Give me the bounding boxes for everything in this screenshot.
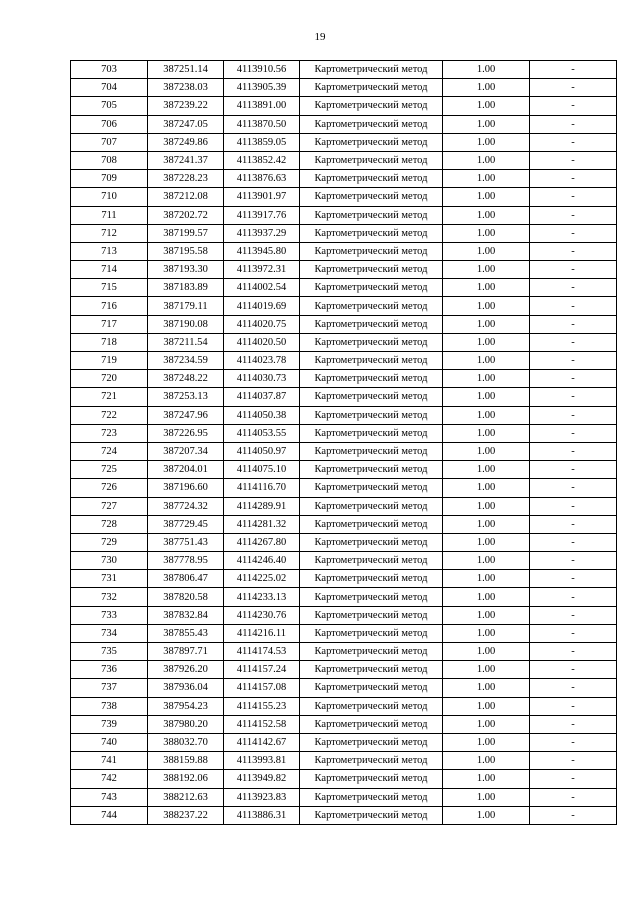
x-coordinate-cell: 387936.04 <box>148 679 224 697</box>
note-cell: - <box>530 151 617 169</box>
table-row <box>71 188 617 206</box>
y-coordinate-cell: 4114246.40 <box>224 552 300 570</box>
accuracy-cell: 1.00 <box>443 424 530 442</box>
table-row <box>71 533 617 551</box>
x-coordinate-cell: 387897.71 <box>148 643 224 661</box>
table-row <box>71 261 617 279</box>
x-coordinate-cell: 387190.08 <box>148 315 224 333</box>
table-row <box>71 206 617 224</box>
method-cell: Картометрический метод <box>300 352 443 370</box>
point-number-cell: 707 <box>71 133 148 151</box>
note-cell: - <box>530 515 617 533</box>
point-number-cell: 742 <box>71 770 148 788</box>
y-coordinate-cell: 4114050.38 <box>224 406 300 424</box>
y-coordinate-cell: 4114030.73 <box>224 370 300 388</box>
note-cell: - <box>530 206 617 224</box>
method-cell: Картометрический метод <box>300 606 443 624</box>
point-number-cell: 713 <box>71 242 148 260</box>
x-coordinate-cell: 388159.88 <box>148 752 224 770</box>
x-coordinate-cell: 387248.22 <box>148 370 224 388</box>
accuracy-cell: 1.00 <box>443 515 530 533</box>
accuracy-cell: 1.00 <box>443 570 530 588</box>
point-number-cell: 720 <box>71 370 148 388</box>
y-coordinate-cell: 4114053.55 <box>224 424 300 442</box>
x-coordinate-cell: 387212.08 <box>148 188 224 206</box>
y-coordinate-cell: 4114142.67 <box>224 733 300 751</box>
method-cell: Картометрический метод <box>300 97 443 115</box>
x-coordinate-cell: 387195.58 <box>148 242 224 260</box>
point-number-cell: 715 <box>71 279 148 297</box>
note-cell: - <box>530 424 617 442</box>
table-row <box>71 552 617 570</box>
method-cell: Картометрический метод <box>300 206 443 224</box>
note-cell: - <box>530 170 617 188</box>
point-number-cell: 729 <box>71 533 148 551</box>
note-cell: - <box>530 333 617 351</box>
point-number-cell: 725 <box>71 461 148 479</box>
note-cell: - <box>530 643 617 661</box>
accuracy-cell: 1.00 <box>443 588 530 606</box>
accuracy-cell: 1.00 <box>443 461 530 479</box>
table-row <box>71 279 617 297</box>
accuracy-cell: 1.00 <box>443 370 530 388</box>
accuracy-cell: 1.00 <box>443 733 530 751</box>
table-row <box>71 679 617 697</box>
x-coordinate-cell: 387199.57 <box>148 224 224 242</box>
note-cell: - <box>530 61 617 79</box>
note-cell: - <box>530 606 617 624</box>
point-number-cell: 735 <box>71 643 148 661</box>
x-coordinate-cell: 388237.22 <box>148 806 224 824</box>
method-cell: Картометрический метод <box>300 224 443 242</box>
method-cell: Картометрический метод <box>300 770 443 788</box>
y-coordinate-cell: 4114267.80 <box>224 533 300 551</box>
coordinates-table <box>70 60 617 825</box>
x-coordinate-cell: 387207.34 <box>148 442 224 460</box>
x-coordinate-cell: 387239.22 <box>148 97 224 115</box>
accuracy-cell: 1.00 <box>443 533 530 551</box>
note-cell: - <box>530 315 617 333</box>
accuracy-cell: 1.00 <box>443 788 530 806</box>
point-number-cell: 730 <box>71 552 148 570</box>
method-cell: Картометрический метод <box>300 715 443 733</box>
method-cell: Картометрический метод <box>300 570 443 588</box>
note-cell: - <box>530 679 617 697</box>
method-cell: Картометрический метод <box>300 370 443 388</box>
accuracy-cell: 1.00 <box>443 352 530 370</box>
y-coordinate-cell: 4113852.42 <box>224 151 300 169</box>
table-row <box>71 352 617 370</box>
y-coordinate-cell: 4113870.50 <box>224 115 300 133</box>
point-number-cell: 721 <box>71 388 148 406</box>
y-coordinate-cell: 4114216.11 <box>224 624 300 642</box>
table-row <box>71 570 617 588</box>
note-cell: - <box>530 770 617 788</box>
x-coordinate-cell: 387729.45 <box>148 515 224 533</box>
method-cell: Картометрический метод <box>300 297 443 315</box>
table-row <box>71 97 617 115</box>
note-cell: - <box>530 697 617 715</box>
table-row <box>71 624 617 642</box>
point-number-cell: 732 <box>71 588 148 606</box>
method-cell: Картометрический метод <box>300 806 443 824</box>
x-coordinate-cell: 387778.95 <box>148 552 224 570</box>
accuracy-cell: 1.00 <box>443 224 530 242</box>
accuracy-cell: 1.00 <box>443 151 530 169</box>
method-cell: Картометрический метод <box>300 752 443 770</box>
accuracy-cell: 1.00 <box>443 315 530 333</box>
table-row <box>71 661 617 679</box>
point-number-cell: 733 <box>71 606 148 624</box>
table-row <box>71 697 617 715</box>
table-row <box>71 406 617 424</box>
table-row <box>71 588 617 606</box>
note-cell: - <box>530 261 617 279</box>
table-row <box>71 61 617 79</box>
point-number-cell: 719 <box>71 352 148 370</box>
y-coordinate-cell: 4113901.97 <box>224 188 300 206</box>
point-number-cell: 731 <box>71 570 148 588</box>
point-number-cell: 737 <box>71 679 148 697</box>
method-cell: Картометрический метод <box>300 188 443 206</box>
table-row <box>71 715 617 733</box>
x-coordinate-cell: 387855.43 <box>148 624 224 642</box>
x-coordinate-cell: 387926.20 <box>148 661 224 679</box>
point-number-cell: 738 <box>71 697 148 715</box>
table-row <box>71 115 617 133</box>
note-cell: - <box>530 806 617 824</box>
y-coordinate-cell: 4114020.50 <box>224 333 300 351</box>
method-cell: Картометрический метод <box>300 170 443 188</box>
note-cell: - <box>530 79 617 97</box>
table-row <box>71 224 617 242</box>
point-number-cell: 711 <box>71 206 148 224</box>
y-coordinate-cell: 4114225.02 <box>224 570 300 588</box>
accuracy-cell: 1.00 <box>443 643 530 661</box>
note-cell: - <box>530 115 617 133</box>
table-row <box>71 79 617 97</box>
point-number-cell: 728 <box>71 515 148 533</box>
method-cell: Картометрический метод <box>300 151 443 169</box>
method-cell: Картометрический метод <box>300 388 443 406</box>
y-coordinate-cell: 4114002.54 <box>224 279 300 297</box>
accuracy-cell: 1.00 <box>443 79 530 97</box>
y-coordinate-cell: 4114116.70 <box>224 479 300 497</box>
table-row <box>71 370 617 388</box>
note-cell: - <box>530 388 617 406</box>
y-coordinate-cell: 4114157.08 <box>224 679 300 697</box>
method-cell: Картометрический метод <box>300 624 443 642</box>
table-row <box>71 424 617 442</box>
accuracy-cell: 1.00 <box>443 206 530 224</box>
y-coordinate-cell: 4114037.87 <box>224 388 300 406</box>
method-cell: Картометрический метод <box>300 261 443 279</box>
point-number-cell: 722 <box>71 406 148 424</box>
point-number-cell: 706 <box>71 115 148 133</box>
table-row <box>71 606 617 624</box>
accuracy-cell: 1.00 <box>443 715 530 733</box>
x-coordinate-cell: 387226.95 <box>148 424 224 442</box>
point-number-cell: 705 <box>71 97 148 115</box>
method-cell: Картометрический метод <box>300 442 443 460</box>
y-coordinate-cell: 4114289.91 <box>224 497 300 515</box>
method-cell: Картометрический метод <box>300 115 443 133</box>
page-number: 19 <box>314 31 326 43</box>
point-number-cell: 717 <box>71 315 148 333</box>
x-coordinate-cell: 387179.11 <box>148 297 224 315</box>
point-number-cell: 741 <box>71 752 148 770</box>
x-coordinate-cell: 387806.47 <box>148 570 224 588</box>
table-row <box>71 315 617 333</box>
table-row <box>71 788 617 806</box>
table-row <box>71 733 617 751</box>
method-cell: Картометрический метод <box>300 788 443 806</box>
accuracy-cell: 1.00 <box>443 261 530 279</box>
table-row <box>71 479 617 497</box>
table-row <box>71 806 617 824</box>
note-cell: - <box>530 533 617 551</box>
point-number-cell: 740 <box>71 733 148 751</box>
point-number-cell: 744 <box>71 806 148 824</box>
point-number-cell: 718 <box>71 333 148 351</box>
y-coordinate-cell: 4113917.76 <box>224 206 300 224</box>
method-cell: Картометрический метод <box>300 315 443 333</box>
note-cell: - <box>530 588 617 606</box>
accuracy-cell: 1.00 <box>443 624 530 642</box>
method-cell: Картометрический метод <box>300 661 443 679</box>
table-row <box>71 442 617 460</box>
table-row <box>71 133 617 151</box>
x-coordinate-cell: 387204.01 <box>148 461 224 479</box>
y-coordinate-cell: 4113910.56 <box>224 61 300 79</box>
y-coordinate-cell: 4113923.83 <box>224 788 300 806</box>
y-coordinate-cell: 4114075.10 <box>224 461 300 479</box>
accuracy-cell: 1.00 <box>443 497 530 515</box>
note-cell: - <box>530 461 617 479</box>
point-number-cell: 716 <box>71 297 148 315</box>
x-coordinate-cell: 387724.32 <box>148 497 224 515</box>
note-cell: - <box>530 788 617 806</box>
y-coordinate-cell: 4113905.39 <box>224 79 300 97</box>
x-coordinate-cell: 387954.23 <box>148 697 224 715</box>
accuracy-cell: 1.00 <box>443 97 530 115</box>
point-number-cell: 709 <box>71 170 148 188</box>
accuracy-cell: 1.00 <box>443 242 530 260</box>
x-coordinate-cell: 388032.70 <box>148 733 224 751</box>
y-coordinate-cell: 4113972.31 <box>224 261 300 279</box>
point-number-cell: 712 <box>71 224 148 242</box>
method-cell: Картометрический метод <box>300 552 443 570</box>
table-row <box>71 333 617 351</box>
accuracy-cell: 1.00 <box>443 170 530 188</box>
x-coordinate-cell: 387183.89 <box>148 279 224 297</box>
point-number-cell: 739 <box>71 715 148 733</box>
y-coordinate-cell: 4114281.32 <box>224 515 300 533</box>
accuracy-cell: 1.00 <box>443 552 530 570</box>
x-coordinate-cell: 387234.59 <box>148 352 224 370</box>
note-cell: - <box>530 352 617 370</box>
point-number-cell: 727 <box>71 497 148 515</box>
x-coordinate-cell: 387751.43 <box>148 533 224 551</box>
note-cell: - <box>530 188 617 206</box>
note-cell: - <box>530 552 617 570</box>
table-row <box>71 170 617 188</box>
point-number-cell: 726 <box>71 479 148 497</box>
method-cell: Картометрический метод <box>300 61 443 79</box>
point-number-cell: 743 <box>71 788 148 806</box>
point-number-cell: 724 <box>71 442 148 460</box>
note-cell: - <box>530 479 617 497</box>
x-coordinate-cell: 387980.20 <box>148 715 224 733</box>
point-number-cell: 708 <box>71 151 148 169</box>
note-cell: - <box>530 752 617 770</box>
x-coordinate-cell: 387241.37 <box>148 151 224 169</box>
accuracy-cell: 1.00 <box>443 297 530 315</box>
coordinates-table-body <box>71 61 617 825</box>
note-cell: - <box>530 715 617 733</box>
x-coordinate-cell: 387249.86 <box>148 133 224 151</box>
method-cell: Картометрический метод <box>300 588 443 606</box>
y-coordinate-cell: 4114155.23 <box>224 697 300 715</box>
y-coordinate-cell: 4114023.78 <box>224 352 300 370</box>
table-row <box>71 388 617 406</box>
x-coordinate-cell: 387832.84 <box>148 606 224 624</box>
method-cell: Картометрический метод <box>300 79 443 97</box>
y-coordinate-cell: 4114230.76 <box>224 606 300 624</box>
accuracy-cell: 1.00 <box>443 479 530 497</box>
point-number-cell: 703 <box>71 61 148 79</box>
x-coordinate-cell: 387251.14 <box>148 61 224 79</box>
table-row <box>71 752 617 770</box>
accuracy-cell: 1.00 <box>443 679 530 697</box>
note-cell: - <box>530 224 617 242</box>
method-cell: Картометрический метод <box>300 424 443 442</box>
note-cell: - <box>530 297 617 315</box>
table-row <box>71 461 617 479</box>
method-cell: Картометрический метод <box>300 333 443 351</box>
note-cell: - <box>530 406 617 424</box>
method-cell: Картометрический метод <box>300 406 443 424</box>
accuracy-cell: 1.00 <box>443 661 530 679</box>
y-coordinate-cell: 4114233.13 <box>224 588 300 606</box>
x-coordinate-cell: 387196.60 <box>148 479 224 497</box>
accuracy-cell: 1.00 <box>443 279 530 297</box>
point-number-cell: 723 <box>71 424 148 442</box>
y-coordinate-cell: 4113859.05 <box>224 133 300 151</box>
point-number-cell: 710 <box>71 188 148 206</box>
method-cell: Картометрический метод <box>300 133 443 151</box>
y-coordinate-cell: 4113993.81 <box>224 752 300 770</box>
method-cell: Картометрический метод <box>300 643 443 661</box>
y-coordinate-cell: 4114019.69 <box>224 297 300 315</box>
x-coordinate-cell: 387193.30 <box>148 261 224 279</box>
accuracy-cell: 1.00 <box>443 188 530 206</box>
method-cell: Картометрический метод <box>300 697 443 715</box>
y-coordinate-cell: 4113891.00 <box>224 97 300 115</box>
y-coordinate-cell: 4114152.58 <box>224 715 300 733</box>
method-cell: Картометрический метод <box>300 733 443 751</box>
table-row <box>71 151 617 169</box>
y-coordinate-cell: 4114020.75 <box>224 315 300 333</box>
y-coordinate-cell: 4114157.24 <box>224 661 300 679</box>
table-row <box>71 643 617 661</box>
x-coordinate-cell: 387238.03 <box>148 79 224 97</box>
table-row <box>71 515 617 533</box>
y-coordinate-cell: 4113876.63 <box>224 170 300 188</box>
accuracy-cell: 1.00 <box>443 752 530 770</box>
method-cell: Картометрический метод <box>300 461 443 479</box>
x-coordinate-cell: 387247.96 <box>148 406 224 424</box>
point-number-cell: 704 <box>71 79 148 97</box>
accuracy-cell: 1.00 <box>443 406 530 424</box>
accuracy-cell: 1.00 <box>443 697 530 715</box>
y-coordinate-cell: 4114174.53 <box>224 643 300 661</box>
table-row <box>71 770 617 788</box>
note-cell: - <box>530 370 617 388</box>
note-cell: - <box>530 497 617 515</box>
accuracy-cell: 1.00 <box>443 333 530 351</box>
method-cell: Картометрический метод <box>300 242 443 260</box>
note-cell: - <box>530 242 617 260</box>
x-coordinate-cell: 387211.54 <box>148 333 224 351</box>
point-number-cell: 736 <box>71 661 148 679</box>
accuracy-cell: 1.00 <box>443 770 530 788</box>
note-cell: - <box>530 133 617 151</box>
x-coordinate-cell: 387228.23 <box>148 170 224 188</box>
y-coordinate-cell: 4113937.29 <box>224 224 300 242</box>
accuracy-cell: 1.00 <box>443 388 530 406</box>
y-coordinate-cell: 4113886.31 <box>224 806 300 824</box>
note-cell: - <box>530 279 617 297</box>
accuracy-cell: 1.00 <box>443 61 530 79</box>
table-row <box>71 297 617 315</box>
method-cell: Картометрический метод <box>300 497 443 515</box>
note-cell: - <box>530 442 617 460</box>
table-row <box>71 242 617 260</box>
y-coordinate-cell: 4114050.97 <box>224 442 300 460</box>
x-coordinate-cell: 388212.63 <box>148 788 224 806</box>
x-coordinate-cell: 387253.13 <box>148 388 224 406</box>
x-coordinate-cell: 388192.06 <box>148 770 224 788</box>
accuracy-cell: 1.00 <box>443 806 530 824</box>
accuracy-cell: 1.00 <box>443 606 530 624</box>
x-coordinate-cell: 387202.72 <box>148 206 224 224</box>
method-cell: Картометрический метод <box>300 533 443 551</box>
x-coordinate-cell: 387820.58 <box>148 588 224 606</box>
note-cell: - <box>530 570 617 588</box>
method-cell: Картометрический метод <box>300 279 443 297</box>
note-cell: - <box>530 733 617 751</box>
accuracy-cell: 1.00 <box>443 133 530 151</box>
accuracy-cell: 1.00 <box>443 115 530 133</box>
method-cell: Картометрический метод <box>300 679 443 697</box>
y-coordinate-cell: 4113949.82 <box>224 770 300 788</box>
accuracy-cell: 1.00 <box>443 442 530 460</box>
point-number-cell: 734 <box>71 624 148 642</box>
y-coordinate-cell: 4113945.80 <box>224 242 300 260</box>
method-cell: Картометрический метод <box>300 479 443 497</box>
note-cell: - <box>530 661 617 679</box>
note-cell: - <box>530 97 617 115</box>
note-cell: - <box>530 624 617 642</box>
method-cell: Картометрический метод <box>300 515 443 533</box>
point-number-cell: 714 <box>71 261 148 279</box>
table-row <box>71 497 617 515</box>
x-coordinate-cell: 387247.05 <box>148 115 224 133</box>
